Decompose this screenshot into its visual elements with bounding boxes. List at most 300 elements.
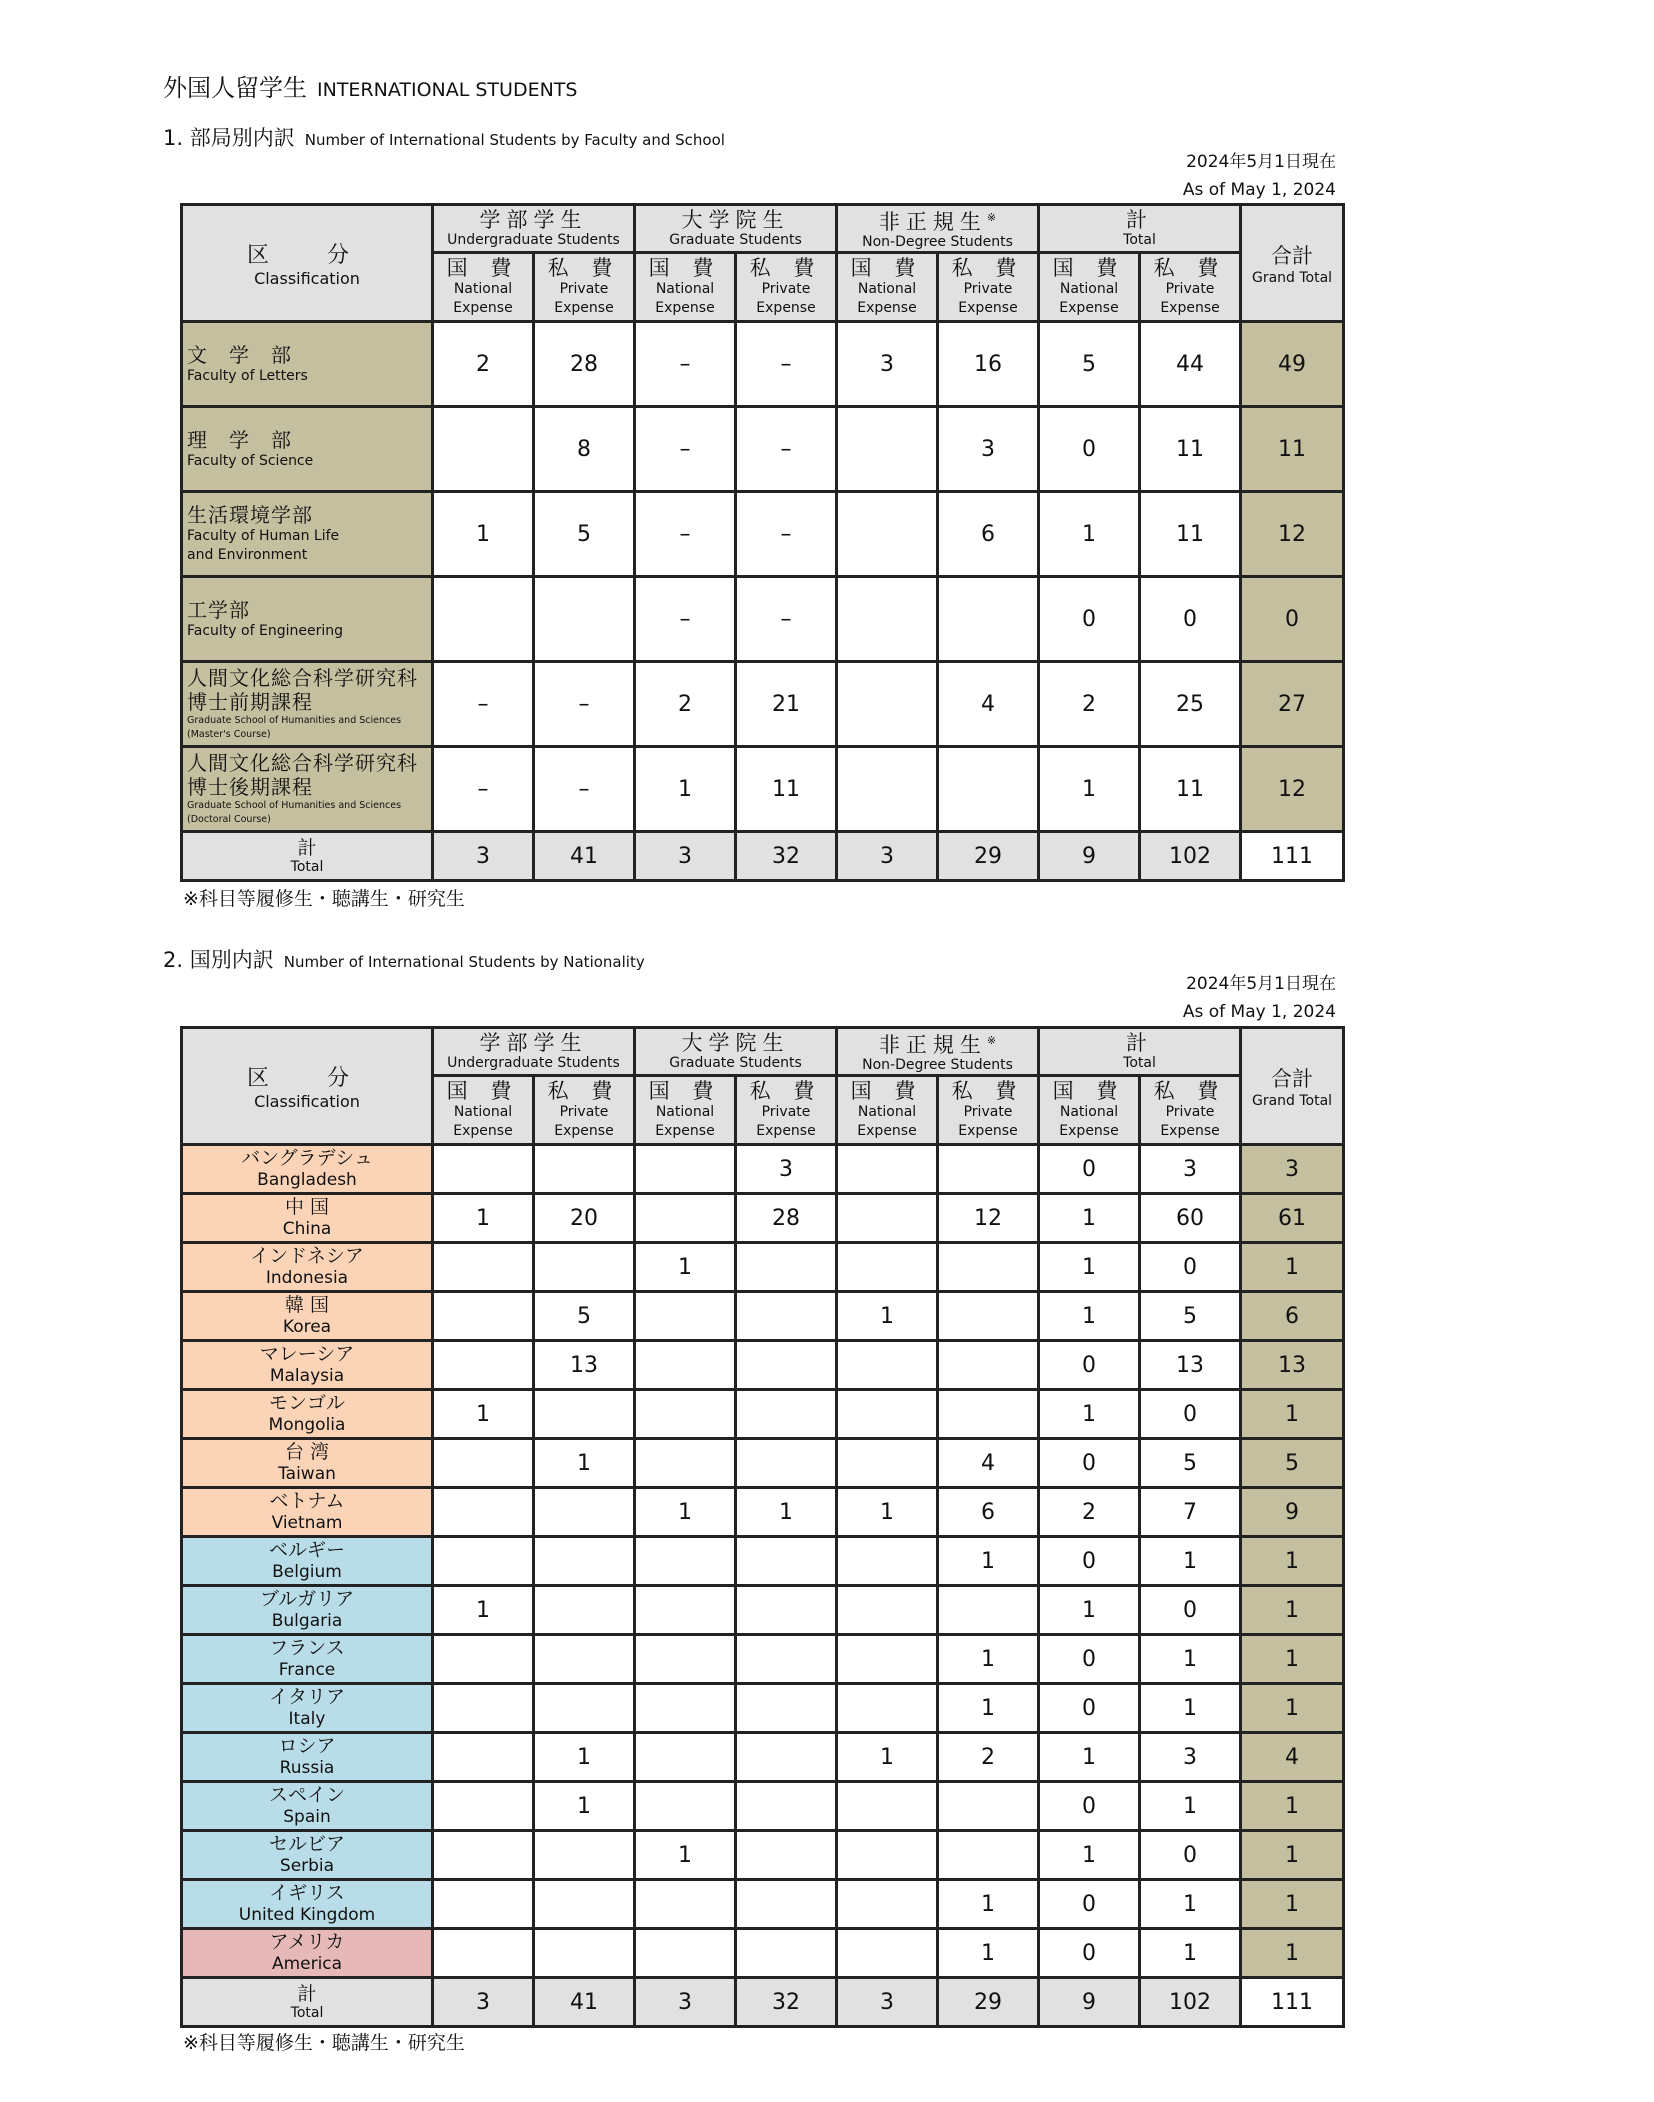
footnote-mark: ※ [986, 211, 997, 224]
faculty-course-ja: 博士後期課程 [187, 775, 313, 799]
faculty-name-ja: 人間文化総合科学研究科 [187, 751, 418, 775]
group-label-ja [434, 1031, 633, 1055]
section2-title [163, 944, 645, 974]
value-cell: 6 [938, 1488, 1039, 1537]
private-label-en1: Private [963, 281, 1013, 297]
country-name-ja: ベトナム [269, 1490, 345, 1512]
national-label-en1: National [1059, 1104, 1119, 1120]
faculty-name-en: Faculty of Letters [187, 367, 308, 384]
value-cell: 11 [1140, 747, 1241, 832]
national-label-en2: Expense [453, 300, 513, 316]
national-label-en2: Expense [1059, 300, 1119, 316]
nationality-table-national-subheader [837, 1076, 938, 1145]
country-name-cell [182, 1194, 433, 1243]
private-label-en2: Expense [554, 1123, 614, 1139]
value-cell [534, 1488, 635, 1537]
value-cell: 0 [1039, 1929, 1140, 1978]
national-label-ja: 国 費 [850, 1079, 924, 1103]
section1-as-of-ja: 2024年5月1日現在 [1186, 152, 1336, 172]
section2-title-ja: 2. 国別内訳 [163, 948, 274, 972]
faculty-name-cell [182, 577, 433, 662]
country-name-en: United Kingdom [238, 1905, 376, 1925]
faculty-table-national-subheader [635, 253, 736, 322]
faculty-name-ja: 文 学 部 [187, 342, 292, 367]
total-value-cell: 32 [736, 832, 837, 881]
value-cell: 1 [635, 1831, 736, 1880]
national-label-ja: 国 費 [648, 256, 722, 280]
country-name-ja: 台 湾 [284, 1441, 330, 1463]
country-name-en: Serbia [279, 1856, 335, 1876]
value-cell [938, 1782, 1039, 1831]
faculty-table-private-subheader [736, 253, 837, 322]
faculty-name-ja: 生活環境学部 [187, 503, 313, 527]
total-value-cell: 41 [534, 1978, 635, 2027]
value-cell [433, 1831, 534, 1880]
faculty-name-en: Graduate School of Humanities and Sciences [187, 800, 402, 811]
faculty-table-group-header [433, 205, 635, 253]
country-name-ja: イタリア [268, 1686, 345, 1708]
value-cell: 2 [1039, 1488, 1140, 1537]
value-cell: 3 [938, 407, 1039, 492]
national-label-ja: 国 費 [850, 256, 924, 280]
value-cell: 1 [938, 1929, 1039, 1978]
document-title [163, 68, 577, 103]
value-cell [837, 1194, 938, 1243]
value-cell [837, 1831, 938, 1880]
country-name-en: Indonesia [265, 1268, 349, 1288]
grand-total-label-en: Grand Total [1251, 1093, 1333, 1109]
private-label-en1: Private [761, 1104, 811, 1120]
value-cell: 0 [1039, 1684, 1140, 1733]
group-label-ja [636, 1031, 835, 1055]
group-label-ja-text: 非正規生 [878, 1033, 987, 1057]
country-name-cell [182, 1586, 433, 1635]
country-name-cell [182, 1684, 433, 1733]
value-cell [837, 492, 938, 577]
value-cell: – [736, 407, 837, 492]
value-cell: 12 [938, 1194, 1039, 1243]
faculty-name-en: Faculty of Human Life [187, 528, 340, 544]
faculty-table-private-subheader [1140, 253, 1241, 322]
group-label-en: Graduate Students [669, 1055, 802, 1071]
value-cell: 0 [1039, 1537, 1140, 1586]
value-cell: 2 [433, 322, 534, 407]
group-label-en: Undergraduate Students [447, 1055, 620, 1071]
faculty-name-ja: 理 学 部 [187, 427, 292, 452]
private-label-ja: 私 費 [547, 1079, 621, 1103]
value-cell: 16 [938, 322, 1039, 407]
group-label-ja-text: 非正規生 [878, 210, 987, 234]
national-label-ja: 国 費 [446, 1079, 520, 1103]
value-cell [736, 1635, 837, 1684]
value-cell [534, 1831, 635, 1880]
value-cell: 13 [534, 1341, 635, 1390]
value-cell [938, 1145, 1039, 1194]
value-cell: – [736, 577, 837, 662]
value-cell [635, 1586, 736, 1635]
group-label-ja-text: 大学院生 [681, 208, 790, 232]
value-cell: 1 [1140, 1880, 1241, 1929]
value-cell [938, 1831, 1039, 1880]
national-label-en2: Expense [655, 300, 715, 316]
total-value-cell: 3 [635, 1978, 736, 2027]
private-label-en2: Expense [756, 1123, 816, 1139]
value-cell [736, 1880, 837, 1929]
group-label-ja-text: 大学院生 [681, 1031, 790, 1055]
section2-as-of-ja: 2024年5月1日現在 [1186, 974, 1336, 994]
value-cell: 8 [534, 407, 635, 492]
value-cell [837, 1243, 938, 1292]
value-cell: 1 [736, 1488, 837, 1537]
group-label-en: Non-Degree Students [862, 234, 1013, 250]
value-cell [635, 1292, 736, 1341]
document-title-ja: 外国人留学生 [163, 74, 307, 102]
nationality-table-private-subheader [736, 1076, 837, 1145]
faculty-name-en2: (Doctoral Course) [187, 814, 271, 825]
value-cell: 4 [938, 662, 1039, 747]
classification-label-en: Classification [254, 1092, 360, 1111]
value-cell: 5 [1039, 322, 1140, 407]
value-cell: 0 [1140, 1243, 1241, 1292]
value-cell: 1 [534, 1782, 635, 1831]
value-cell [433, 407, 534, 492]
value-cell: 1 [1039, 747, 1140, 832]
country-name-en: Taiwan [278, 1464, 336, 1484]
faculty-table-group-header [837, 205, 1039, 253]
value-cell: 1 [433, 1586, 534, 1635]
total-label-en: Total [290, 2004, 324, 2021]
total-label-ja: 計 [297, 836, 317, 859]
grand-total-cell: 1 [1241, 1635, 1344, 1684]
country-name-cell [182, 1782, 433, 1831]
value-cell [837, 662, 938, 747]
group-label-ja-text: 計 [1126, 208, 1154, 232]
grand-total-cell: 12 [1241, 747, 1344, 832]
private-label-en1: Private [1165, 281, 1215, 297]
value-cell: 7 [1140, 1488, 1241, 1537]
country-name-ja: スペイン [268, 1784, 345, 1806]
country-name-ja: セルビア [268, 1833, 345, 1855]
value-cell: 0 [1039, 1782, 1140, 1831]
value-cell: 0 [1140, 1586, 1241, 1635]
grand-total-cell: 3 [1241, 1145, 1344, 1194]
value-cell: – [433, 662, 534, 747]
value-cell [837, 1929, 938, 1978]
national-label-ja: 国 費 [1052, 1079, 1126, 1103]
nationality-table-group-header [433, 1028, 635, 1076]
value-cell: – [534, 747, 635, 832]
value-cell: 0 [1039, 1145, 1140, 1194]
nationality-table-group-header [635, 1028, 837, 1076]
country-name-ja: イギリス [269, 1882, 345, 1904]
value-cell: 1 [433, 1194, 534, 1243]
group-label-ja [434, 208, 633, 232]
value-cell [534, 1929, 635, 1978]
total-label [182, 832, 433, 881]
country-name-en: Spain [283, 1807, 331, 1827]
value-cell [635, 1733, 736, 1782]
value-cell: 1 [1140, 1929, 1241, 1978]
group-label-ja [1040, 208, 1239, 232]
value-cell [433, 1341, 534, 1390]
value-cell [635, 1439, 736, 1488]
grand-total-cell: 11 [1241, 407, 1344, 492]
country-name-en: Russia [279, 1758, 335, 1778]
section2-as-of [1183, 970, 1336, 1026]
faculty-name-cell [182, 322, 433, 407]
group-label-ja [636, 208, 835, 232]
value-cell: 1 [1039, 1733, 1140, 1782]
value-cell: 3 [837, 322, 938, 407]
faculty-table-classification-header [182, 205, 433, 322]
grand-total-cell: 12 [1241, 492, 1344, 577]
value-cell [433, 1733, 534, 1782]
value-cell: 1 [1140, 1537, 1241, 1586]
nationality-row [182, 1880, 1344, 1929]
total-label-en: Total [290, 858, 324, 875]
faculty-table-group-header [635, 205, 837, 253]
faculty-table-private-subheader [534, 253, 635, 322]
nationality-table-private-subheader [534, 1076, 635, 1145]
country-name-en: Korea [282, 1317, 332, 1337]
grand-total-cell: 9 [1241, 1488, 1344, 1537]
value-cell [534, 1390, 635, 1439]
value-cell [837, 747, 938, 832]
value-cell [837, 1439, 938, 1488]
value-cell [837, 1341, 938, 1390]
section1-title-ja: 1. 部局別内訳 [163, 126, 295, 150]
grand-total-cell: 1 [1241, 1243, 1344, 1292]
classification-label-ja: 区 分 [246, 1066, 367, 1091]
value-cell [938, 1243, 1039, 1292]
nationality-row [182, 1635, 1344, 1684]
value-cell [433, 1145, 534, 1194]
value-cell [635, 1194, 736, 1243]
total-value-cell: 3 [837, 832, 938, 881]
private-label-ja: 私 費 [749, 1079, 823, 1103]
value-cell: 1 [534, 1439, 635, 1488]
value-cell: 2 [938, 1733, 1039, 1782]
national-label-en2: Expense [857, 1123, 917, 1139]
nationality-table-national-subheader [635, 1076, 736, 1145]
value-cell: 3 [1140, 1145, 1241, 1194]
faculty-table-grand-total-header [1241, 205, 1344, 322]
value-cell: 1 [534, 1733, 635, 1782]
faculty-name-en2: (Master's Course) [187, 729, 271, 740]
value-cell [534, 1145, 635, 1194]
value-cell: 1 [1039, 1586, 1140, 1635]
value-cell [938, 1586, 1039, 1635]
nationality-row [182, 1439, 1344, 1488]
national-label-en2: Expense [857, 300, 917, 316]
nationality-table-national-subheader [433, 1076, 534, 1145]
value-cell [837, 577, 938, 662]
nationality-row [182, 1782, 1344, 1831]
private-label-en2: Expense [958, 300, 1018, 316]
total-row [182, 832, 1344, 881]
value-cell: 1 [1140, 1782, 1241, 1831]
nationality-row [182, 1586, 1344, 1635]
group-label-ja [1040, 1031, 1239, 1055]
value-cell: – [635, 577, 736, 662]
private-label-ja: 私 費 [547, 256, 621, 280]
value-cell: 1 [938, 1684, 1039, 1733]
value-cell [635, 1929, 736, 1978]
grand-total-cell: 1 [1241, 1929, 1344, 1978]
value-cell: – [635, 407, 736, 492]
value-cell [837, 407, 938, 492]
value-cell: – [736, 492, 837, 577]
grand-total-cell: 13 [1241, 1341, 1344, 1390]
value-cell: 0 [1039, 1341, 1140, 1390]
value-cell [433, 1439, 534, 1488]
total-grand-total-cell: 111 [1241, 832, 1344, 881]
value-cell: 2 [1039, 662, 1140, 747]
value-cell: 44 [1140, 322, 1241, 407]
value-cell: 1 [1039, 1243, 1140, 1292]
value-cell [635, 1390, 736, 1439]
value-cell [938, 1341, 1039, 1390]
value-cell: 1 [938, 1635, 1039, 1684]
country-name-en: France [278, 1660, 336, 1680]
nationality-table-national-subheader [1039, 1076, 1140, 1145]
nationality-row [182, 1390, 1344, 1439]
national-label-en1: National [655, 1104, 715, 1120]
grand-total-cell: 6 [1241, 1292, 1344, 1341]
value-cell: 11 [1140, 407, 1241, 492]
value-cell: 1 [938, 1537, 1039, 1586]
faculty-table-private-subheader [938, 253, 1039, 322]
private-label-en2: Expense [1160, 1123, 1220, 1139]
value-cell: 1 [1039, 1194, 1140, 1243]
faculty-row [182, 322, 1344, 407]
value-cell [736, 1292, 837, 1341]
total-value-cell: 3 [433, 1978, 534, 2027]
value-cell [534, 577, 635, 662]
value-cell: 5 [534, 492, 635, 577]
country-name-ja: 中 国 [284, 1196, 330, 1218]
country-name-en: America [271, 1954, 343, 1974]
nationality-table-private-subheader [938, 1076, 1039, 1145]
grand-total-cell: 4 [1241, 1733, 1344, 1782]
value-cell: 0 [1039, 1635, 1140, 1684]
country-name-cell [182, 1243, 433, 1292]
faculty-table [180, 203, 1345, 882]
value-cell [938, 747, 1039, 832]
total-value-cell: 32 [736, 1978, 837, 2027]
value-cell: – [635, 322, 736, 407]
value-cell [534, 1684, 635, 1733]
nationality-row [182, 1341, 1344, 1390]
value-cell: 1 [1039, 1831, 1140, 1880]
national-label-ja: 国 費 [446, 256, 520, 280]
total-label-ja: 計 [297, 1982, 317, 2005]
faculty-row [182, 407, 1344, 492]
value-cell [635, 1782, 736, 1831]
grand-total-label-en: Grand Total [1251, 270, 1333, 286]
value-cell: – [635, 492, 736, 577]
value-cell: 3 [1140, 1733, 1241, 1782]
national-label-en2: Expense [1059, 1123, 1119, 1139]
grand-total-cell: 1 [1241, 1831, 1344, 1880]
nationality-table-group-header [837, 1028, 1039, 1076]
national-label-en1: National [857, 281, 917, 297]
value-cell [736, 1929, 837, 1978]
country-name-cell [182, 1439, 433, 1488]
total-value-cell: 102 [1140, 832, 1241, 881]
grand-total-cell: 1 [1241, 1390, 1344, 1439]
section1-title [163, 122, 725, 152]
value-cell: 1 [1039, 1292, 1140, 1341]
value-cell [433, 1782, 534, 1831]
value-cell [736, 1684, 837, 1733]
faculty-course-ja: 博士前期課程 [187, 690, 313, 714]
value-cell: 2 [635, 662, 736, 747]
country-name-cell [182, 1880, 433, 1929]
value-cell: 1 [635, 1243, 736, 1292]
faculty-table-group-header [1039, 205, 1241, 253]
value-cell: 0 [1039, 1439, 1140, 1488]
value-cell [736, 1831, 837, 1880]
value-cell [433, 1880, 534, 1929]
total-value-cell: 29 [938, 1978, 1039, 2027]
value-cell [635, 1145, 736, 1194]
value-cell: 1 [635, 747, 736, 832]
value-cell [837, 1145, 938, 1194]
nationality-row [182, 1243, 1344, 1292]
total-value-cell: 9 [1039, 832, 1140, 881]
faculty-name-cell [182, 662, 433, 747]
grand-total-cell: 1 [1241, 1537, 1344, 1586]
private-label-ja: 私 費 [749, 256, 823, 280]
country-name-cell [182, 1488, 433, 1537]
value-cell: 1 [433, 1390, 534, 1439]
country-name-en: Bangladesh [257, 1170, 357, 1190]
country-name-ja: ロシア [278, 1735, 336, 1757]
grand-total-label-ja: 合計 [1271, 244, 1314, 268]
value-cell [635, 1341, 736, 1390]
total-value-cell: 3 [635, 832, 736, 881]
grand-total-cell: 1 [1241, 1586, 1344, 1635]
faculty-name-cell [182, 492, 433, 577]
nationality-row [182, 1733, 1344, 1782]
faculty-name-cell [182, 407, 433, 492]
grand-total-cell: 1 [1241, 1684, 1344, 1733]
grand-total-cell: 0 [1241, 577, 1344, 662]
country-name-cell [182, 1292, 433, 1341]
value-cell: 1 [938, 1880, 1039, 1929]
group-label-en: Total [1123, 1055, 1156, 1071]
value-cell: 0 [1140, 577, 1241, 662]
grand-total-cell: 1 [1241, 1880, 1344, 1929]
value-cell: 1 [837, 1733, 938, 1782]
value-cell [736, 1537, 837, 1586]
total-label [182, 1978, 433, 2027]
value-cell [534, 1635, 635, 1684]
faculty-name-ja: 工学部 [187, 597, 250, 622]
total-value-cell: 29 [938, 832, 1039, 881]
value-cell [837, 1782, 938, 1831]
value-cell [736, 1782, 837, 1831]
nationality-row [182, 1488, 1344, 1537]
nationality-table-group-header [1039, 1028, 1241, 1076]
value-cell: 21 [736, 662, 837, 747]
value-cell [837, 1635, 938, 1684]
group-label-ja-text: 計 [1126, 1031, 1154, 1055]
group-label-ja [838, 1029, 1037, 1057]
value-cell [635, 1635, 736, 1684]
value-cell [837, 1537, 938, 1586]
